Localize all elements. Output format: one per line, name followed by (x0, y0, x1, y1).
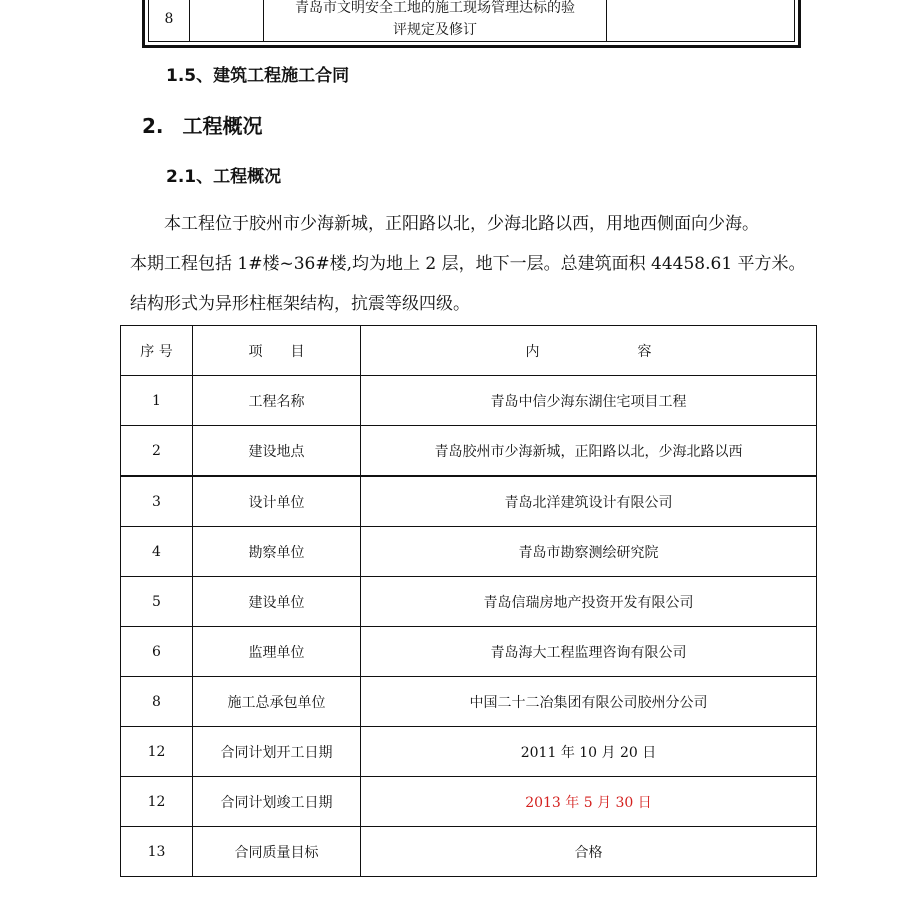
project-info-table (120, 325, 817, 877)
row-no: 12 (121, 777, 193, 827)
row-item: 监理单位 (193, 627, 361, 677)
row-no: 1 (121, 376, 193, 426)
row-content: 中国二十二冶集团有限公司胶州分公司 (361, 677, 817, 727)
row-no: 6 (121, 627, 193, 677)
heading-2-1: 2.1、工程概况 (166, 167, 282, 187)
fragment-remark-cell (607, 0, 794, 41)
row-content: 合格 (361, 827, 817, 877)
row-item: 施工总承包单位 (193, 677, 361, 727)
row-no: 12 (121, 727, 193, 777)
previous-table-fragment (142, 0, 801, 48)
header-item: 项 目 (193, 326, 361, 376)
fragment-content-line2: 评规定及修订 (393, 21, 477, 38)
row-item: 工程名称 (193, 376, 361, 426)
row-content: 青岛中信少海东湖住宅项目工程 (361, 376, 817, 426)
row-no: 5 (121, 577, 193, 627)
row-content: 青岛北洋建筑设计有限公司 (361, 476, 817, 527)
row-no: 3 (121, 476, 193, 527)
row-content: 青岛信瑞房地产投资开发有限公司 (361, 577, 817, 627)
row-item: 建设单位 (193, 577, 361, 627)
row-no: 13 (121, 827, 193, 877)
row-content: 青岛胶州市少海新城，正阳路以北，少海北路以西 (361, 426, 817, 477)
table-row (121, 527, 817, 577)
table-row (121, 777, 817, 827)
row-content: 青岛海大工程监理咨询有限公司 (361, 627, 817, 677)
table-row (121, 677, 817, 727)
row-item: 合同计划开工日期 (193, 727, 361, 777)
heading-2-title: 工程概况 (182, 114, 263, 138)
row-content: 2011 年 10 月 20 日 (361, 727, 817, 777)
row-item: 建设地点 (193, 426, 361, 477)
row-item: 设计单位 (193, 476, 361, 527)
header-no: 序 号 (121, 326, 193, 376)
table-row (121, 577, 817, 627)
table-header-row (121, 326, 817, 376)
table-row (121, 627, 817, 677)
row-item: 合同计划竣工日期 (193, 777, 361, 827)
heading-2 (142, 110, 262, 139)
row-content-highlighted: 2013 年 5 月 30 日 (361, 777, 817, 827)
row-content: 青岛市勘察测绘研究院 (361, 527, 817, 577)
fragment-content-cell (264, 0, 607, 41)
row-item: 合同质量目标 (193, 827, 361, 877)
fragment-empty-cell (190, 0, 264, 41)
table-row (121, 827, 817, 877)
row-no: 2 (121, 426, 193, 477)
row-no: 4 (121, 527, 193, 577)
fragment-content-line1: 青岛市文明安全工地的施工现场管理达标的验 (295, 0, 575, 16)
table-row (121, 376, 817, 426)
table-row (121, 727, 817, 777)
row-item: 勘察单位 (193, 527, 361, 577)
heading-1-5: 1.5、建筑工程施工合同 (166, 66, 350, 86)
heading-2-number: 2. (142, 114, 164, 138)
table-row (121, 426, 817, 477)
paragraph-line-2: 本期工程包括 1#楼~36#楼,均为地上 2 层，地下一层。总建筑面积 44458.61 平方米。 (130, 254, 806, 274)
table-row (121, 476, 817, 527)
paragraph-line-3: 结构形式为异形柱框架结构，抗震等级四级。 (130, 294, 470, 314)
overview-paragraph (130, 204, 820, 324)
paragraph-line-1: 本工程位于胶州市少海新城，正阳路以北，少海北路以西，用地西侧面向少海。 (164, 214, 759, 234)
header-content: 内 容 (361, 326, 817, 376)
row-no: 8 (121, 677, 193, 727)
fragment-row-number: 8 (149, 0, 190, 41)
